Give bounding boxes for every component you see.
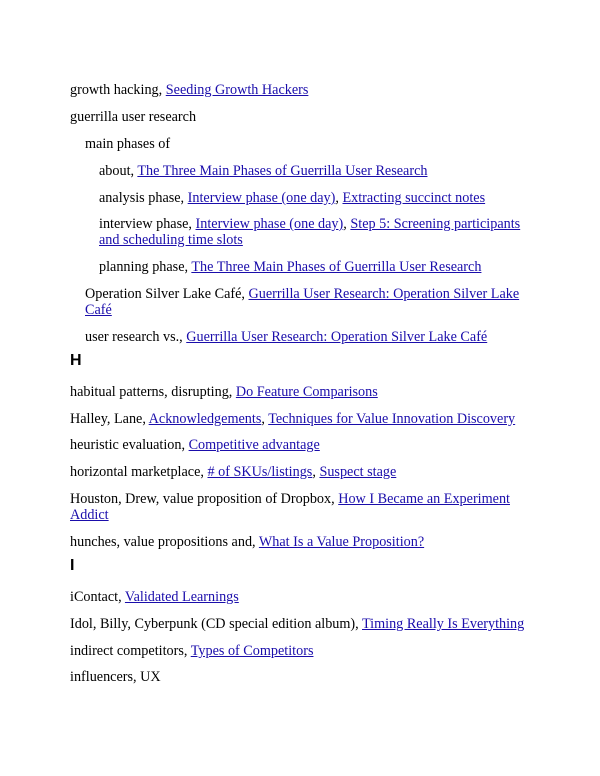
entry-link[interactable]: Validated Learnings <box>124 589 239 605</box>
index-entry: Halley, Lane, Acknowledgements, Techniques for Value Innovation Discovery <box>70 411 516 427</box>
index-entry <box>70 643 530 659</box>
entry-term: planning phase, <box>99 259 189 275</box>
index-entry <box>70 491 530 523</box>
entry-term: user research vs., <box>85 329 183 345</box>
entry-link[interactable]: The Three Main Phases of Guerrilla User Research <box>137 163 428 179</box>
entry-link[interactable]: Suspect stage <box>319 464 397 480</box>
entry-term: influencers, UX <box>70 669 161 685</box>
entry-term: analysis phase, <box>99 190 185 206</box>
entry-term: indirect competitors, <box>70 643 188 659</box>
entry-term: Operation Silver Lake Café, <box>85 286 245 302</box>
entry-link[interactable]: Acknowledgements <box>148 411 262 427</box>
entry-term: main phases of <box>85 136 171 152</box>
entry-term: hunches, value propositions and, <box>70 534 256 550</box>
index-subentry <box>99 259 530 275</box>
entry-link[interactable]: Guerrilla User Research: Operation Silver Lake Café <box>186 329 488 345</box>
index-subentry: interview phase, Interview phase (one day), Step 5: Screening participants and scheduling time slots <box>99 216 521 248</box>
entry-term: interview phase, <box>99 216 192 232</box>
entry-link[interactable]: Types of Competitors <box>190 643 314 659</box>
entry-link[interactable]: Do Feature Comparisons <box>235 384 378 400</box>
index-subentry <box>99 163 530 179</box>
entry-term: horizontal marketplace, <box>70 464 204 480</box>
index-subentry <box>85 329 530 345</box>
index-subentry <box>85 286 530 318</box>
index-entry <box>70 669 530 685</box>
index-entry: horizontal marketplace, # of SKUs/listings, Suspect stage <box>70 464 397 480</box>
entry-link[interactable]: # of SKUs/listings <box>207 464 313 480</box>
index-entry <box>70 82 530 98</box>
entry-term: Houston, Drew, value proposition of Dropbox, <box>70 491 335 507</box>
entry-link[interactable]: Guerrilla User Research: Operation Silver Lake Café <box>85 286 520 318</box>
entry-term: about, <box>99 163 135 179</box>
index-entry <box>70 437 530 453</box>
index-entry <box>70 589 530 605</box>
entry-link[interactable]: Interview phase (one day) <box>195 216 344 232</box>
entry-link[interactable]: The Three Main Phases of Guerrilla User Research <box>191 259 482 275</box>
entry-link[interactable]: Interview phase (one day) <box>187 190 336 206</box>
entry-term: habitual patterns, disrupting, <box>70 384 233 400</box>
entry-term: guerrilla user research <box>70 109 197 125</box>
entry-link[interactable]: Competitive advantage <box>188 437 320 453</box>
index-subentry <box>85 136 530 152</box>
index-entry <box>70 534 530 550</box>
entry-term: Idol, Billy, Cyberpunk (CD special edition album), <box>70 616 359 632</box>
entry-term: growth hacking, <box>70 82 163 98</box>
entry-link[interactable]: What Is a Value Proposition? <box>258 534 425 550</box>
section-letter-i: I <box>70 557 75 574</box>
entry-term: iContact, <box>70 589 122 605</box>
entry-link[interactable]: Extracting succinct notes <box>342 190 486 206</box>
section-letter-h: H <box>70 352 82 369</box>
entry-link[interactable]: How I Became an Experiment Addict <box>70 491 510 523</box>
entry-term: Halley, Lane, <box>70 411 146 427</box>
index-entry <box>70 384 530 400</box>
entry-term: heuristic evaluation, <box>70 437 186 453</box>
index-subentry: analysis phase, Interview phase (one day), Extracting succinct notes <box>99 190 486 206</box>
index-entry <box>70 616 530 632</box>
index-entry <box>70 109 530 125</box>
entry-link[interactable]: Timing Really Is Everything <box>362 616 525 632</box>
entry-link[interactable]: Seeding Growth Hackers <box>165 82 309 98</box>
entry-link[interactable]: Techniques for Value Innovation Discovery <box>268 411 516 427</box>
entry-link[interactable]: Step 5: Screening participants and scheduling time slots <box>99 216 521 248</box>
